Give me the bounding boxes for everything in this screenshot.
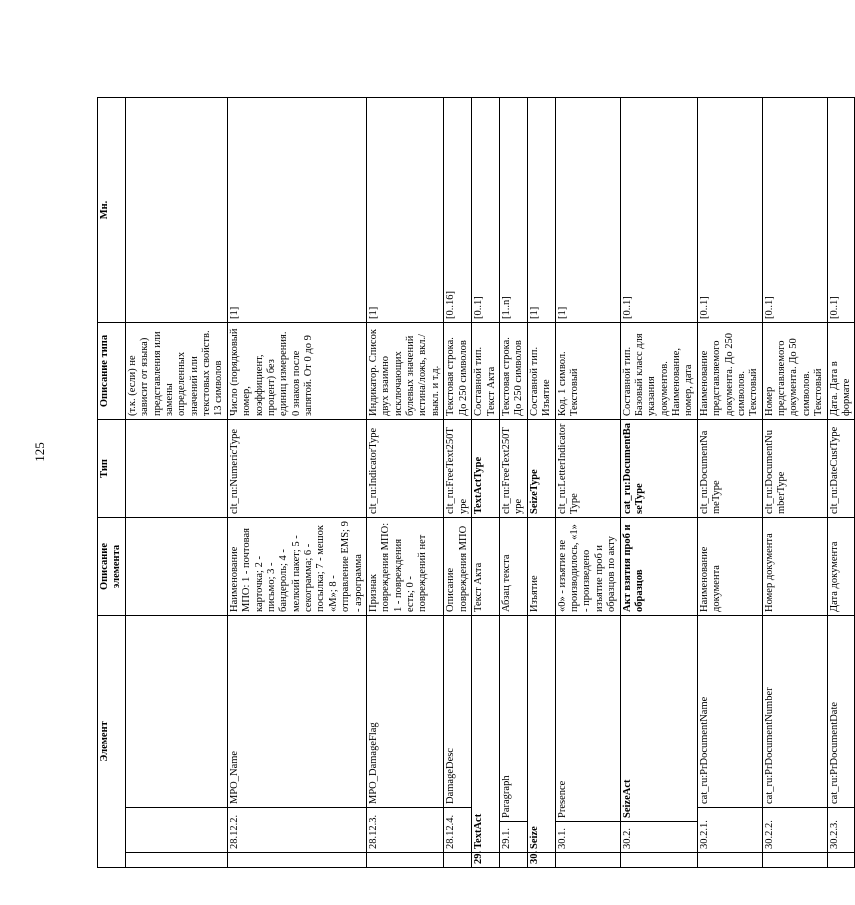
element-description bbox=[125, 518, 227, 616]
type-description: Составной тип. Базовый класс для указания документов. Наименование, номер, дата bbox=[620, 323, 697, 420]
row-number: 30. bbox=[527, 853, 555, 868]
element-name: MPO_DamageFlag bbox=[366, 616, 443, 808]
row-number: 30.1. bbox=[555, 822, 620, 853]
row-number: 29. bbox=[472, 853, 500, 868]
multiplicity: [0..16] bbox=[444, 98, 472, 323]
element-type: clt_ru:FreeText250Type bbox=[444, 420, 472, 518]
multiplicity: [0..1] bbox=[762, 98, 827, 323]
element-name: Paragraph bbox=[499, 616, 527, 822]
element-type: SeizeType bbox=[527, 420, 555, 518]
row-number: 30.2.1. bbox=[697, 808, 762, 853]
type-description: Число (порядковый номер, коэффициент, процент) без единиц измерения. 0 знаков после запятой. От 0 до 9 bbox=[227, 323, 366, 420]
table-row bbox=[472, 98, 500, 868]
indent-cell bbox=[227, 853, 366, 868]
multiplicity: [1] bbox=[366, 98, 443, 323]
header-type: Тип bbox=[98, 420, 126, 518]
multiplicity: [1] bbox=[527, 98, 555, 323]
element-type: clt_ru:LetterIndicatorType bbox=[555, 420, 620, 518]
multiplicity: [0..1] bbox=[827, 98, 855, 323]
element-name: DamageDesc bbox=[444, 616, 472, 808]
element-name: TextAct bbox=[472, 616, 500, 853]
spec-table bbox=[97, 97, 855, 868]
element-type: clt_ru:NumericType bbox=[227, 420, 366, 518]
type-description: Код. 1 символ. Текстовый bbox=[555, 323, 620, 420]
type-description: Индикатор. Список двух взаимно исключающих булевых значений истина/ложь, вкл./выкл. и т.д. bbox=[366, 323, 443, 420]
indent-cell bbox=[555, 853, 620, 868]
element-description: Наименование документа bbox=[697, 518, 762, 616]
row-number: 28.12.3. bbox=[366, 808, 443, 853]
element-name: cat_ru:PrDocumentName bbox=[697, 616, 762, 808]
row-number: 28.12.4. bbox=[444, 808, 472, 853]
table-row bbox=[762, 98, 827, 868]
rotated-table-frame bbox=[97, 98, 852, 868]
element-type: clt_ru:DocumentNameType bbox=[697, 420, 762, 518]
table-row bbox=[827, 98, 855, 868]
header-multiplicity: Мн. bbox=[98, 98, 126, 323]
table-row bbox=[555, 98, 620, 868]
element-name bbox=[125, 616, 227, 808]
element-description: Текст Акта bbox=[472, 518, 500, 616]
table-row bbox=[444, 98, 472, 868]
indent-cell bbox=[444, 853, 472, 868]
table-row bbox=[697, 98, 762, 868]
row-number bbox=[125, 808, 227, 853]
type-description: Номер представляемого документа. До 50 символов. Текстовый bbox=[762, 323, 827, 420]
element-description: Наименование МПО: 1 - почтовая карточка; 2 - письмо; 3 - бандероль; 4 - мелкий пакет; 5 - секограмма; 6 - посылка; 7 - мешок «M»; 8 - отправление EMS; 9 - аэрограмма bbox=[227, 518, 366, 616]
element-description: «0» - изъятие не производилось, «1» - произведено изъятие проб и образцов по акту bbox=[555, 518, 620, 616]
multiplicity: [1] bbox=[555, 98, 620, 323]
element-description: Признак повреждения МПО: 1 - повреждения есть; 0 - повреждений нет bbox=[366, 518, 443, 616]
table-row bbox=[620, 98, 697, 868]
multiplicity: [0..1] bbox=[620, 98, 697, 323]
header-element: Элемент bbox=[98, 616, 126, 868]
element-name: Presence bbox=[555, 616, 620, 822]
row-number: 29.1. bbox=[499, 822, 527, 853]
table-row bbox=[125, 98, 227, 868]
table-body bbox=[125, 98, 855, 868]
table-row bbox=[499, 98, 527, 868]
row-number: 30.2. bbox=[620, 822, 697, 853]
element-description: Описание повреждения МПО bbox=[444, 518, 472, 616]
header-type-description: Описание типа bbox=[98, 323, 126, 420]
page-number: 125 bbox=[32, 442, 47, 462]
element-type: clt_ru:FreeText250Type bbox=[499, 420, 527, 518]
element-description: Абзац текста bbox=[499, 518, 527, 616]
row-number: 28.12.2. bbox=[227, 808, 366, 853]
element-type: cat_ru:DocumentBaseType bbox=[620, 420, 697, 518]
element-type: clt_ru:DocumentNumberType bbox=[762, 420, 827, 518]
element-description: Акт взятия проб и образцов bbox=[620, 518, 697, 616]
element-type bbox=[125, 420, 227, 518]
element-name: SeizeAct bbox=[620, 616, 697, 822]
indent-cell bbox=[499, 853, 527, 868]
type-description: (т.к. (если) не зависит от языка) представления или замены определенных значений или текстовых свойств. 13 символов bbox=[125, 323, 227, 420]
type-description: Текстовая строка. До 250 символов bbox=[444, 323, 472, 420]
element-type: TextActType bbox=[472, 420, 500, 518]
type-description: Составной тип. Изъятие bbox=[527, 323, 555, 420]
indent-cell bbox=[125, 853, 227, 868]
element-name: cat_ru:PrDocumentDate bbox=[827, 616, 855, 808]
table-row bbox=[227, 98, 366, 868]
type-description: Дата. Дата в формате bbox=[827, 323, 855, 420]
table-row bbox=[527, 98, 555, 868]
multiplicity: [0..1] bbox=[697, 98, 762, 323]
indent-cell bbox=[762, 853, 827, 868]
multiplicity: [0..1] bbox=[472, 98, 500, 323]
element-name: cat_ru:PrDocumentNumber bbox=[762, 616, 827, 808]
multiplicity: [1] bbox=[227, 98, 366, 323]
indent-cell bbox=[620, 853, 697, 868]
indent-cell bbox=[366, 853, 443, 868]
multiplicity: [1..n] bbox=[499, 98, 527, 323]
table-row bbox=[366, 98, 443, 868]
type-description: Текстовая строка. До 250 символов bbox=[499, 323, 527, 420]
multiplicity bbox=[125, 98, 227, 323]
type-description: Наименование представляемого документа. До 250 символов. Текстовый bbox=[697, 323, 762, 420]
table-header-row bbox=[98, 98, 126, 868]
element-name: Seize bbox=[527, 616, 555, 853]
type-description: Составной тип. Текст Акта bbox=[472, 323, 500, 420]
element-description: Номер документа bbox=[762, 518, 827, 616]
indent-cell bbox=[697, 853, 762, 868]
element-type: clt_ru:DateCustType bbox=[827, 420, 855, 518]
indent-cell bbox=[827, 853, 855, 868]
element-description: Дата документа bbox=[827, 518, 855, 616]
row-number: 30.2.3. bbox=[827, 808, 855, 853]
element-name: MPO_Name bbox=[227, 616, 366, 808]
header-element-description: Описание элемента bbox=[98, 518, 126, 616]
element-type: clt_ru:IndicatorType bbox=[366, 420, 443, 518]
row-number: 30.2.2. bbox=[762, 808, 827, 853]
element-description: Изъятие bbox=[527, 518, 555, 616]
